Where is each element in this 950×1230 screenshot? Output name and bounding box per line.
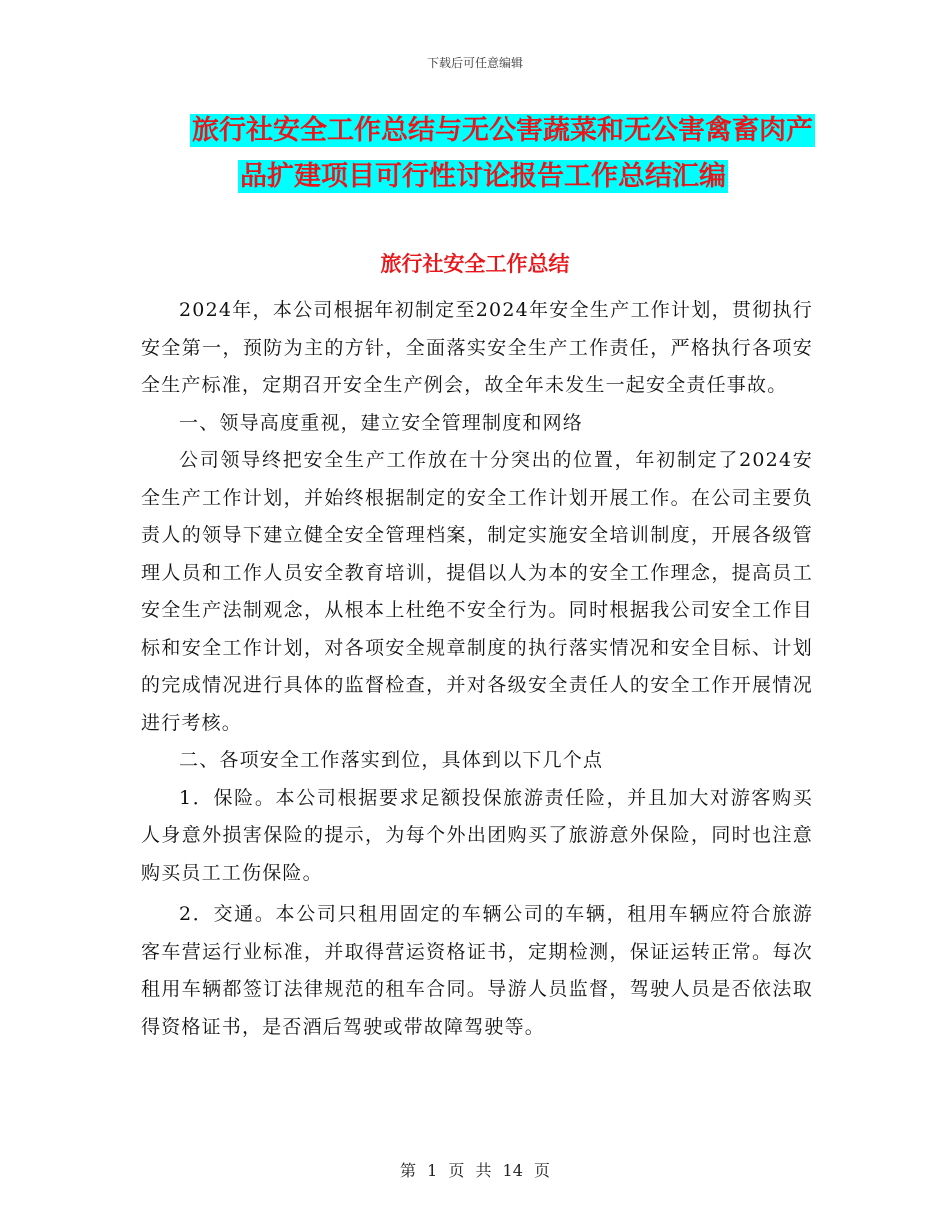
title-line-2: 品扩建项目可行性讨论报告工作总结汇编 [240, 161, 726, 192]
document-title [190, 108, 830, 200]
body-text [141, 292, 813, 1046]
paragraph: 1．保险。本公司根据要求足额投保旅游责任险，并且加大对游客购买人身意外损害保险的提示，为每个外出团购买了旅游意外保险，同时也注意购买员工工伤保险。 [141, 786, 813, 884]
paragraph-heading: 二、各项安全工作落实到位，具体到以下几个点 [179, 749, 604, 771]
title-line-1: 旅行社安全工作总结与无公害蔬菜和无公害禽畜肉产 [192, 115, 813, 146]
page-footer: 第 1 页 共 14 页 [400, 1161, 550, 1180]
paragraph: 2024年，本公司根据年初制定至2024年安全生产工作计划，贯彻执行安全第一，预防为主的方针，全面落实安全生产工作责任，严格执行各项安全生产标准，定期召开安全生产例会，故全年未发生一起安全责任事故。 [141, 299, 813, 396]
paragraph: 公司领导终把安全生产工作放在十分突出的位置，年初制定了2024安全生产工作计划，并始终根据制定的安全工作计划开展工作。在公司主要负责人的领导下建立健全安全管理档案，制定实施安全培训制度，开展各级管理人员和工作人员安全教育培训，提倡以人为本的安全工作理念，提高员工安全生产法制观念，从根本上杜绝不安全行为。同时根据我公司安全工作目标和安全工作计划，对各项安全规章制度的执行落实情况和安全目标、计划的完成情况进行具体的监督检查，并对各级安全责任人的安全工作开展情况进行考核。 [141, 449, 813, 734]
header-note: 下载后可任意编辑 [426, 56, 523, 70]
section-title: 旅行社安全工作总结 [380, 252, 570, 276]
paragraph: 2．交通。本公司只租用固定的车辆公司的车辆，租用车辆应符合旅游客车营运行业标准，并取得营运资格证书，定期检测，保证运转正常。每次租用车辆都签订法律规范的租车合同。导游人员监督，驾驶人员是否依法取得资格证书，是否酒后驾驶或带故障驾驶等。 [141, 903, 813, 1038]
paragraph-heading: 一、领导高度重视，建立安全管理制度和网络 [179, 411, 584, 434]
